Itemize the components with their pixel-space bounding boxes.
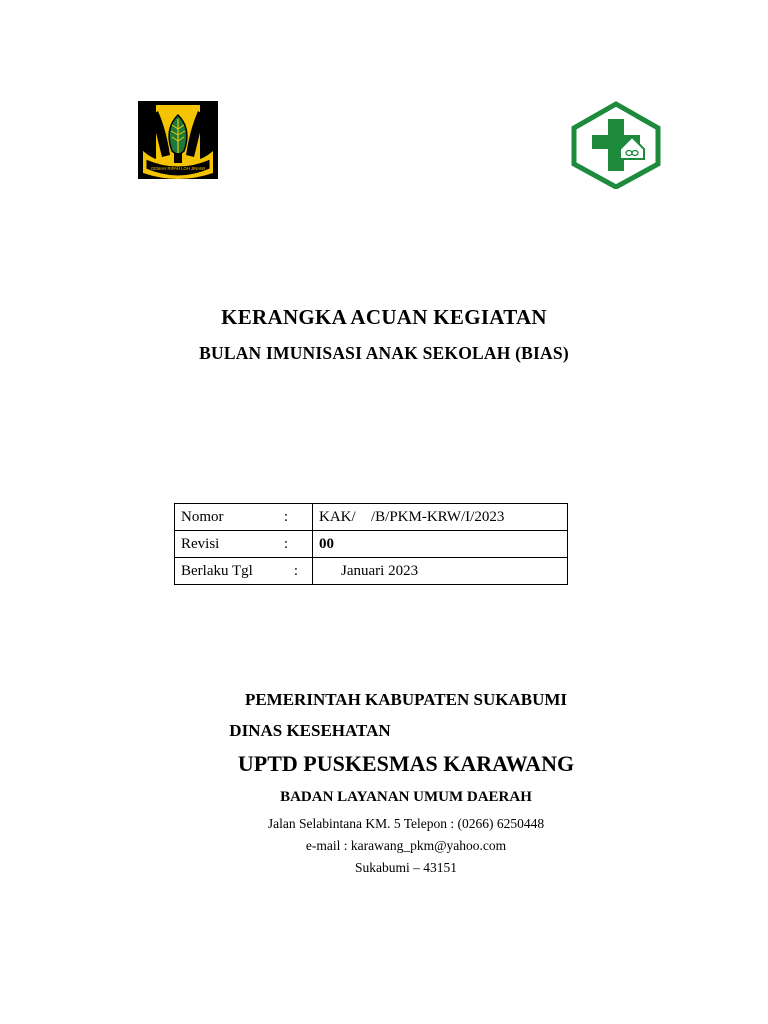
revisi-label: Revisi <box>181 535 220 552</box>
table-row <box>175 558 568 585</box>
table-row <box>175 531 568 558</box>
org-address: Jalan Selabintana KM. 5 Telepon : (0266) 6250448 <box>267 816 545 831</box>
berlaku-value-cell <box>313 558 568 585</box>
org-government: PEMERINTAH KABUPATEN SUKABUMI <box>244 690 568 709</box>
berlaku-label-cell <box>175 558 313 585</box>
nomor-label: Nomor <box>181 508 224 525</box>
revisi-label-cell <box>175 531 313 558</box>
nomor-colon: : <box>283 508 288 525</box>
revisi-value-cell <box>313 531 568 558</box>
berlaku-label: Berlaku Tgl <box>181 562 253 579</box>
kabupaten-sukabumi-crest-icon <box>136 99 220 187</box>
nomor-label-cell <box>175 504 313 531</box>
nomor-value-cell <box>313 504 568 531</box>
berlaku-colon: : <box>293 562 298 579</box>
org-email: e-mail : karawang_pkm@yahoo.com <box>305 838 507 853</box>
revisi-value: 00 <box>319 535 334 552</box>
document-subtitle: BULAN IMUNISASI ANAK SEKOLAH (BIAS) <box>199 343 569 363</box>
table-row <box>175 504 568 531</box>
org-department: DINAS KESEHATAN <box>229 721 391 740</box>
nomor-value-prefix: KAK/ <box>319 508 356 525</box>
revisi-colon: : <box>283 535 288 552</box>
crest-motto: GEMAH RIPAH LOH JINAWI <box>151 166 205 171</box>
org-blud: BADAN LAYANAN UMUM DAERAH <box>280 789 532 805</box>
nomor-value-suffix: /B/PKM-KRW/I/2023 <box>371 508 505 525</box>
document-title: KERANGKA ACUAN KEGIATAN <box>221 305 547 329</box>
document-info-table <box>174 503 568 585</box>
berlaku-value: Januari 2023 <box>341 562 419 579</box>
org-city: Sukabumi – 43151 <box>354 860 457 875</box>
org-puskesmas-name: UPTD PUSKESMAS KARAWANG <box>237 751 575 776</box>
puskesmas-green-cross-icon <box>570 101 662 189</box>
